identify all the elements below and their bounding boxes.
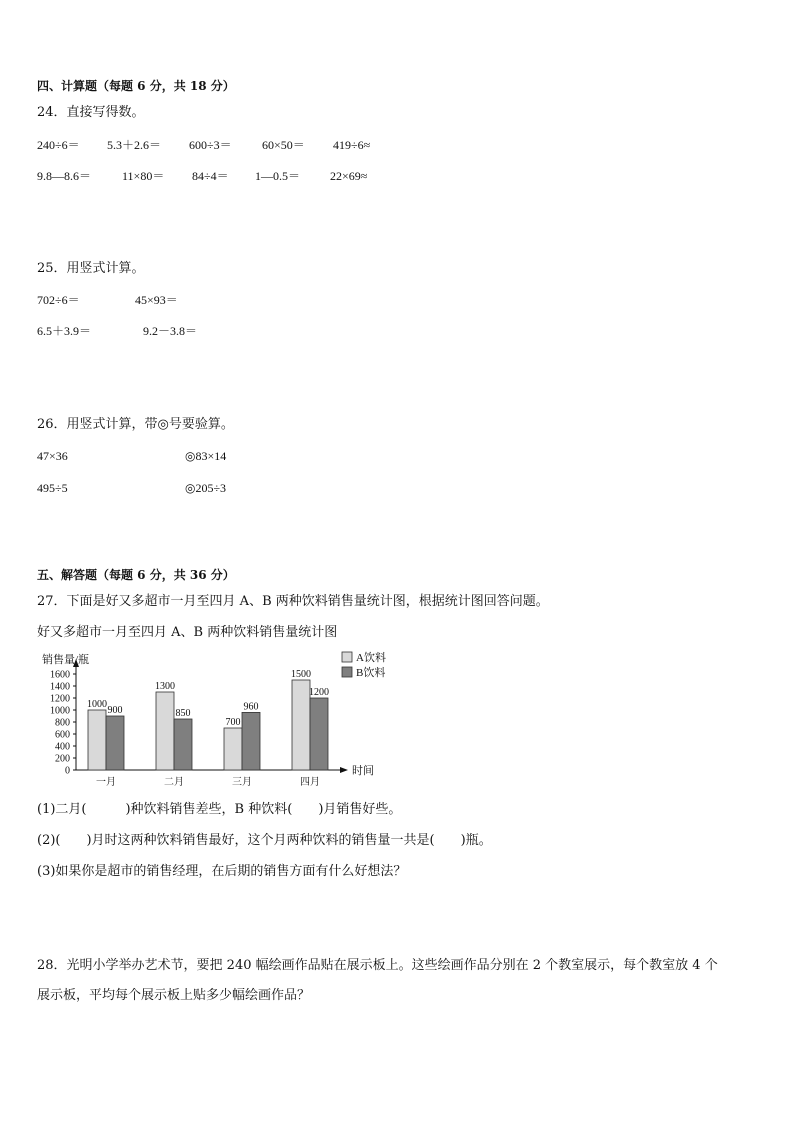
question-27-title: 27．下面是好又多超市一月至四月 A、B 两种饮料销售量统计图，根据统计图回答问题。 (37, 594, 549, 609)
q26-item: ◎205÷3 (185, 481, 227, 495)
y-tick-label: 200 (55, 753, 70, 765)
x-tick-label: 四月 (300, 777, 320, 788)
q25-item: 6.5＋3.9＝ (37, 324, 92, 338)
q24-item: 419÷6≈ (333, 138, 371, 152)
bar-value-label: 1500 (291, 669, 311, 680)
question-26-title: 26．用竖式计算，带◎号要验算。 (37, 417, 234, 432)
y-tick-label: 400 (55, 741, 70, 753)
q24-item: 240÷6＝ (37, 138, 80, 152)
y-axis-label: 销售量/瓶 (42, 654, 90, 666)
q25-item: 9.2－3.8＝ (143, 324, 198, 338)
bar-chart (36, 650, 396, 790)
bar-value-label: 960 (243, 701, 259, 713)
question-24-title: 24．直接写得数。 (37, 105, 145, 120)
q24-item: 1—0.5＝ (255, 169, 301, 183)
bar-value-label: 900 (107, 705, 123, 716)
bar-b (310, 698, 328, 770)
y-tick-label: 1600 (50, 669, 70, 681)
q24-item: 600÷3＝ (189, 138, 232, 152)
y-tick-label: 1000 (50, 705, 70, 717)
q24-item: 60×50＝ (262, 138, 305, 152)
bar-value-label: 1200 (309, 687, 329, 698)
q24-item: 11×80＝ (122, 169, 165, 183)
section-4-title: 四、计算题（每题 6 分，共 18 分） (37, 79, 235, 93)
q26-item: 47×36 (37, 449, 68, 463)
bar-value-label: 1000 (87, 699, 107, 710)
y-tick-label: 1400 (50, 681, 70, 693)
question-27-sub-1: (1)二月( )种饮料销售差些，B 种饮料( )月销售好些。 (37, 802, 402, 817)
q26-item: ◎83×14 (185, 449, 227, 463)
q24-item: 9.8—8.6＝ (37, 169, 92, 183)
y-tick-label: 0 (65, 765, 70, 777)
q26-item: 495÷5 (37, 481, 68, 495)
question-25-title: 25．用竖式计算。 (37, 261, 145, 276)
bar-value-label: 700 (225, 717, 241, 728)
question-28-line-2: 展示板，平均每个展示板上贴多少幅绘画作品？ (37, 988, 311, 1003)
q25-item: 45×93＝ (135, 293, 178, 307)
bar-value-label: 850 (175, 708, 191, 719)
bar-a (292, 680, 310, 770)
q24-item: 84÷4＝ (192, 169, 229, 183)
q24-item: 5.3＋2.6＝ (107, 138, 162, 152)
question-27-sub-2: (2)( )月时这两种饮料销售最好，这个月两种饮料的销售量一共是( )瓶。 (37, 833, 492, 848)
section-5-title: 五、解答题（每题 6 分，共 36 分） (37, 568, 235, 582)
y-tick-label: 800 (55, 717, 70, 729)
legend-label: A饮料 (356, 652, 386, 664)
bar-b (174, 719, 192, 770)
bar-a (88, 710, 106, 770)
legend-swatch (342, 652, 352, 662)
legend-swatch (342, 667, 352, 677)
bar-b (242, 712, 260, 770)
bar-value-label: 1300 (155, 681, 175, 692)
y-tick-label: 600 (55, 729, 70, 741)
x-tick-label: 二月 (164, 777, 184, 788)
q24-item: 22×69≈ (330, 169, 368, 183)
x-tick-label: 一月 (96, 777, 116, 788)
question-28-line-1: 28．光明小学举办艺术节，要把 240 幅绘画作品贴在展示板上。这些绘画作品分别在 2 个教室展示，每个教室放 4 个 (37, 958, 718, 973)
q25-item: 702÷6＝ (37, 293, 80, 307)
x-tick-label: 三月 (232, 777, 252, 788)
x-axis-arrow (340, 767, 348, 773)
bar-a (224, 728, 242, 770)
bar-a (156, 692, 174, 770)
y-tick-label: 1200 (50, 693, 70, 705)
bar-b (106, 716, 124, 770)
chart-caption: 好又多超市一月至四月 A、B 两种饮料销售量统计图 (37, 625, 338, 640)
legend-label: B饮料 (356, 667, 386, 679)
x-axis-label: 时间 (352, 765, 374, 777)
question-27-sub-3: (3)如果你是超市的销售经理，在后期的销售方面有什么好想法？ (37, 864, 407, 879)
